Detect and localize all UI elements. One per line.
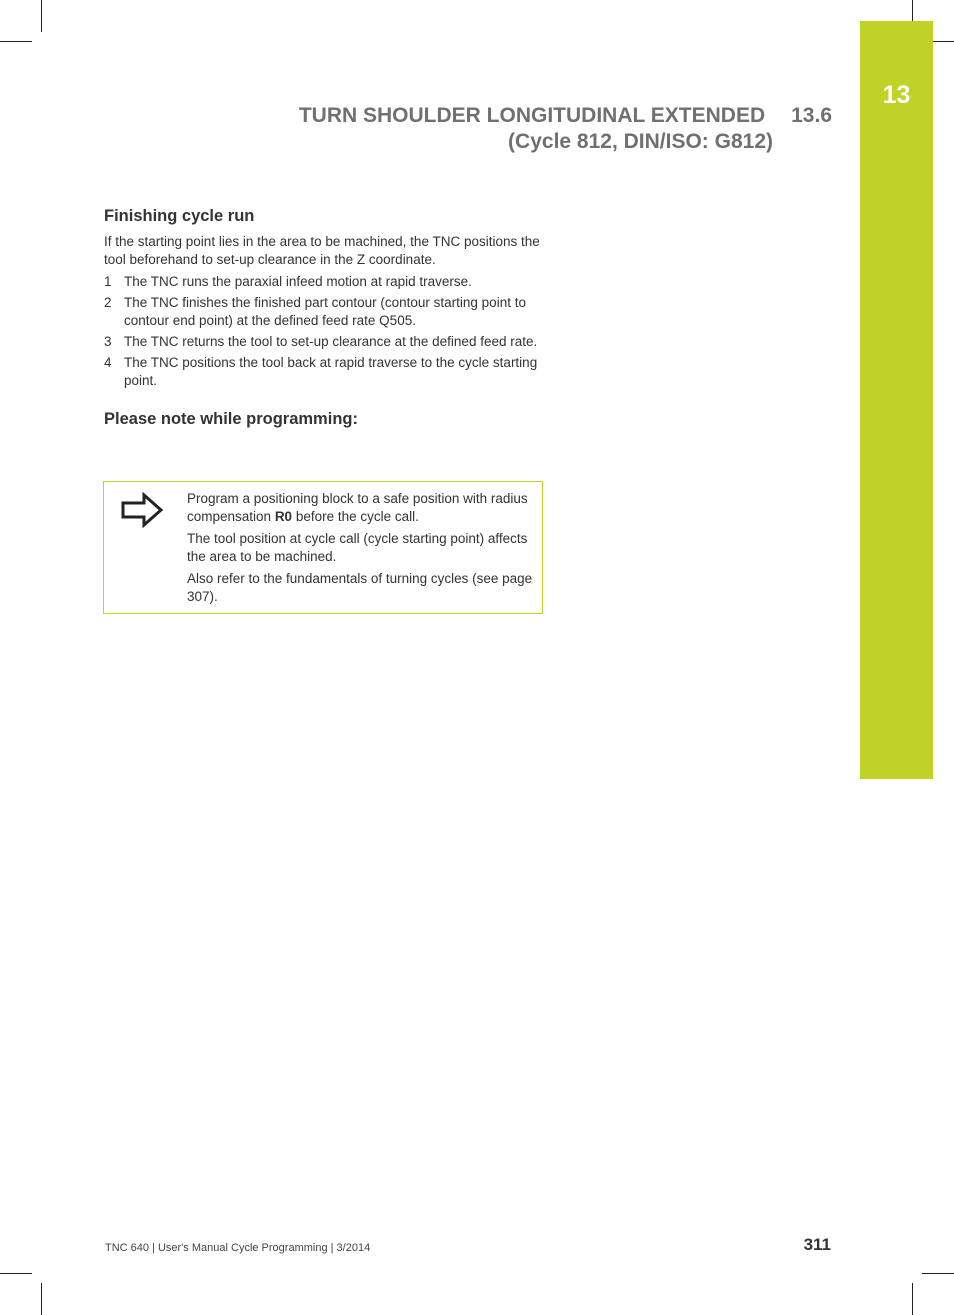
chapter-number: 13 [882, 81, 911, 109]
note-paragraph: Also refer to the fundamentals of turning cycles (see page 307). [187, 571, 533, 604]
list-item: 1 The TNC runs the paraxial infeed motion at rapid traverse. [104, 274, 472, 289]
chapter-tab [860, 21, 933, 779]
running-head-subtitle: (Cycle 812, DIN/ISO: G812) [508, 130, 773, 153]
running-head-title: TURN SHOULDER LONGITUDINAL EXTENDED [298, 104, 766, 127]
crop-mark [41, 1283, 42, 1315]
footer-text: TNC 640 | User's Manual Cycle Programming | 3/2014 [105, 1242, 371, 1254]
crop-mark [0, 1273, 32, 1274]
note-code: R0 [274, 509, 293, 524]
running-head [240, 103, 832, 155]
section-heading: Finishing cycle run [104, 207, 255, 225]
section-number: 13.6 [791, 104, 832, 127]
crop-mark [922, 1273, 954, 1274]
list-item: 3 The TNC returns the tool to set-up clearance at the defined feed rate. [104, 334, 538, 349]
note-paragraph: Program a positioning block to a safe position with radius compensation R0 before the cycle call. [187, 491, 528, 524]
section-heading: Please note while programming: [104, 410, 358, 428]
note-paragraph: The tool position at cycle call (cycle starting point) affects the area to be machined. [187, 531, 528, 564]
note-box [103, 481, 543, 614]
page-number: 311 [803, 1235, 831, 1254]
list-item: 2 The TNC finishes the finished part contour (contour starting point to contour end point) at the defined feed rate Q505. [104, 295, 526, 328]
step-list [104, 273, 542, 390]
intro-paragraph: If the starting point lies in the area to be machined, the TNC positions the tool beforehand to set-up clearance in the Z coordinate. [104, 234, 540, 267]
crop-mark [0, 41, 32, 42]
note-text [187, 490, 535, 610]
list-item: 4 The TNC positions the tool back at rapid traverse to the cycle starting point. [104, 355, 538, 388]
main-content [104, 205, 542, 430]
crop-mark [41, 0, 42, 32]
crop-mark [912, 1283, 913, 1315]
arrow-right-icon [120, 492, 164, 528]
